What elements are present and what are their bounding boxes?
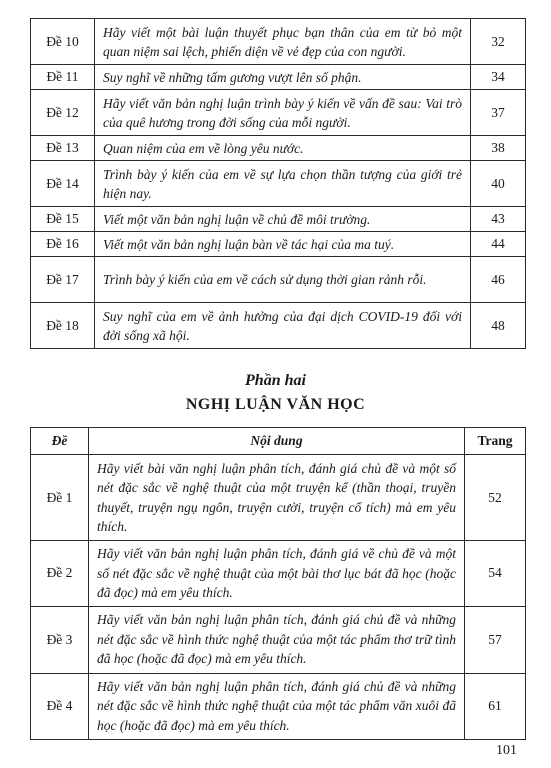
page-ref: 40 bbox=[471, 161, 526, 207]
topic-label: Đề 14 bbox=[31, 161, 95, 207]
page-ref: 32 bbox=[471, 19, 526, 65]
page-ref: 37 bbox=[471, 90, 526, 136]
contents-table-part-two bbox=[30, 427, 526, 740]
table-row bbox=[31, 19, 526, 65]
page-ref: 44 bbox=[471, 232, 526, 257]
table-header-row bbox=[31, 428, 526, 455]
topic-content: Suy nghĩ về những tấm gương vượt lên số phận. bbox=[95, 65, 471, 90]
page-ref: 46 bbox=[471, 257, 526, 303]
table-row bbox=[31, 673, 526, 739]
table-row bbox=[31, 90, 526, 136]
table-row bbox=[31, 455, 526, 541]
contents-table-part-one bbox=[30, 18, 526, 349]
topic-label: Đề 15 bbox=[31, 207, 95, 232]
page-ref: 54 bbox=[465, 541, 526, 607]
topic-content: Hãy viết bài văn nghị luận phân tích, đánh giá chủ đề và một số nét đặc sắc về nghệ thuật của một truyện kể (thần thoại, truyền thuyết, truyện ngụ ngôn, truyện cười, truyện cổ tích) mà em yêu thích. bbox=[89, 455, 465, 541]
table-row bbox=[31, 136, 526, 161]
topic-label: Đề 1 bbox=[31, 455, 89, 541]
table-row bbox=[31, 161, 526, 207]
page-ref: 61 bbox=[465, 673, 526, 739]
page-ref: 38 bbox=[471, 136, 526, 161]
table-row bbox=[31, 606, 526, 673]
page-ref: 57 bbox=[465, 606, 526, 673]
topic-label: Đề 18 bbox=[31, 303, 95, 349]
topic-content: Suy nghĩ của em về ảnh hưởng của đại dịch COVID-19 đối với đời sống xã hội. bbox=[95, 303, 471, 349]
table-row bbox=[31, 257, 526, 303]
topic-content: Viết một văn bản nghị luận về chủ đề môi trường. bbox=[95, 207, 471, 232]
topic-content: Trình bày ý kiến của em về sự lựa chọn thần tượng của giới trẻ hiện nay. bbox=[95, 161, 471, 207]
topic-content: Trình bày ý kiến của em về cách sử dụng thời gian rảnh rỗi. bbox=[95, 257, 471, 303]
page-ref: 34 bbox=[471, 65, 526, 90]
table-row bbox=[31, 207, 526, 232]
page-ref: 43 bbox=[471, 207, 526, 232]
topic-label: Đề 11 bbox=[31, 65, 95, 90]
topic-content: Hãy viết văn bản nghị luận phân tích, đánh giá chủ đề và những nét đặc sắc về hình thức nghệ thuật của một tác phẩm thơ trữ tình đã học (hoặc đã đọc) mà em yêu thích. bbox=[89, 606, 465, 673]
topic-label: Đề 3 bbox=[31, 606, 89, 673]
column-header-content: Nội dung bbox=[89, 428, 465, 455]
topic-label: Đề 12 bbox=[31, 90, 95, 136]
table-row bbox=[31, 65, 526, 90]
table-row bbox=[31, 541, 526, 607]
column-header-topic: Đề bbox=[31, 428, 89, 455]
topic-content: Quan niệm của em về lòng yêu nước. bbox=[95, 136, 471, 161]
part-two-heading: NGHỊ LUẬN VĂN HỌC bbox=[185, 396, 366, 413]
topic-label: Đề 13 bbox=[31, 136, 95, 161]
part-two-label: Phần hai bbox=[245, 372, 306, 389]
topic-label: Đề 2 bbox=[31, 541, 89, 607]
topic-label: Đề 16 bbox=[31, 232, 95, 257]
topic-label: Đề 10 bbox=[31, 19, 95, 65]
column-header-page: Trang bbox=[465, 428, 526, 455]
topic-content: Hãy viết văn bản nghị luận phân tích, đánh giá chủ đề và những nét đặc sắc về hình thức nghệ thuật của một tác phẩm văn xuôi đã học (hoặc đã đọc) mà em yêu thích. bbox=[89, 673, 465, 739]
page-number: 101 bbox=[496, 743, 517, 758]
topic-content: Hãy viết văn bản nghị luận phân tích, đánh giá về chủ đề và một số nét đặc sắc về nghệ thuật của một bài thơ lục bát đã học (hoặc đã đọc) mà em yêu thích. bbox=[89, 541, 465, 607]
topic-content: Hãy viết văn bản nghị luận trình bày ý kiến về vấn đề sau: Vai trò của quê hương trong đời sống của mỗi người. bbox=[95, 90, 471, 136]
topic-content: Viết một văn bản nghị luận bàn về tác hại của ma tuý. bbox=[95, 232, 471, 257]
topic-label: Đề 4 bbox=[31, 673, 89, 739]
table-row bbox=[31, 232, 526, 257]
topic-content: Hãy viết một bài luận thuyết phục bạn thân của em từ bỏ một quan niệm sai lệch, phiến diện về vẻ đẹp của con người. bbox=[95, 19, 471, 65]
table-row bbox=[31, 303, 526, 349]
page-ref: 48 bbox=[471, 303, 526, 349]
page-ref: 52 bbox=[465, 455, 526, 541]
topic-label: Đề 17 bbox=[31, 257, 95, 303]
